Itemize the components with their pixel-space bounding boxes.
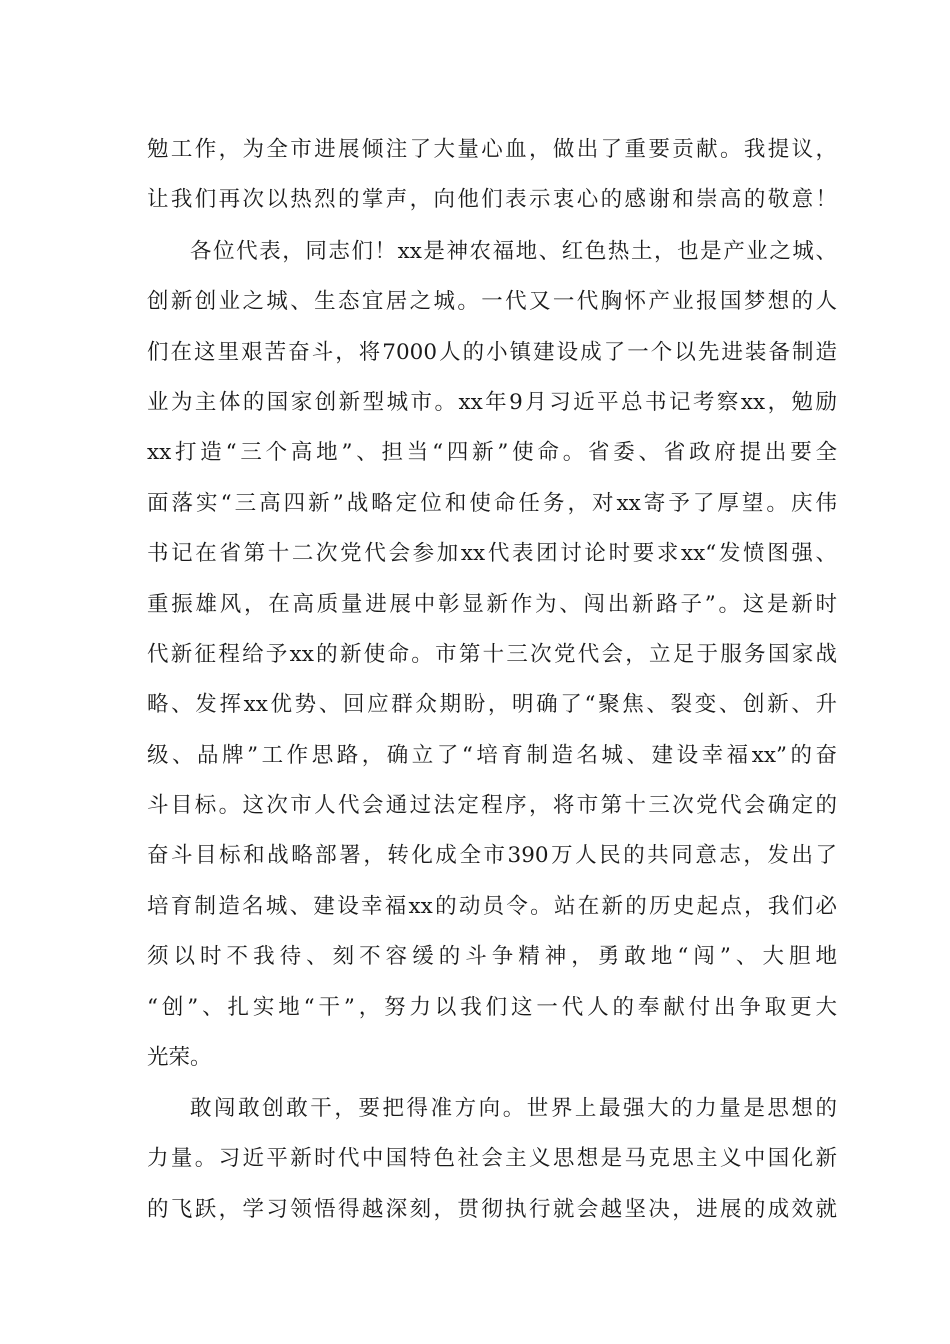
text-line: 级、品牌”工作思路，确立了“培育制造名城、建设幸福xx”的奋 xyxy=(147,743,837,768)
text-line: 面落实“三高四新”战略定位和使命任务，对xx寄予了厚望。庆伟 xyxy=(147,491,837,516)
text-line: 们在这里艰苦奋斗，将7000人的小镇建设成了一个以先进装备制造 xyxy=(147,340,837,365)
text-line: 创新创业之城、生态宜居之城。一代又一代胸怀产业报国梦想的人 xyxy=(147,289,837,314)
text-line: 须以时不我待、刻不容缓的斗争精神，勇敢地“闯”、大胆地 xyxy=(147,944,837,969)
paragraph-first-line: 各位代表，同志们！xx是神农福地、红色热土，也是产业之城、 xyxy=(190,239,837,264)
text-line: 斗目标。这次市人代会通过法定程序，将市第十三次党代会确定的 xyxy=(147,793,837,818)
text-line: 重振雄风，在高质量进展中彰显新作为、闯出新路子”。这是新时 xyxy=(147,592,837,617)
text-line: “创”、扎实地“干”，努力以我们这一代人的奉献付出争取更大 xyxy=(147,995,837,1020)
text-line: 让我们再次以热烈的掌声，向他们表示衷心的感谢和崇高的敬意！ xyxy=(147,187,837,212)
text-line: 培育制造名城、建设幸福xx的动员令。站在新的历史起点，我们必 xyxy=(147,894,837,919)
text-line: xx打造“三个高地”、担当“四新”使命。省委、省政府提出要全 xyxy=(147,440,837,465)
text-line: 勉工作，为全市进展倾注了大量心血，做出了重要贡献。我提议， xyxy=(147,137,837,162)
text-line: 略、发挥xx优势、回应群众期盼，明确了“聚焦、裂变、创新、升 xyxy=(147,692,837,717)
text-line: 业为主体的国家创新型城市。xx年9月习近平总书记考察xx，勉励 xyxy=(147,390,837,415)
text-line: 代新征程给予xx的新使命。市第十三次党代会，立足于服务国家战 xyxy=(147,642,837,667)
text-line: 书记在省第十二次党代会参加xx代表团讨论时要求xx“发愤图强、 xyxy=(147,541,837,566)
text-line: 奋斗目标和战略部署，转化成全市390万人民的共同意志，发出了 xyxy=(147,843,837,868)
text-line: 力量。习近平新时代中国特色社会主义思想是马克思主义中国化新 xyxy=(147,1146,837,1171)
paragraph-last-line: 光荣。 xyxy=(147,1045,212,1070)
text-line: 的飞跃，学习领悟得越深刻，贯彻执行就会越坚决，进展的成效就 xyxy=(147,1197,837,1222)
paragraph-first-line: 敢闯敢创敢干，要把得准方向。世界上最强大的力量是思想的 xyxy=(190,1096,837,1121)
